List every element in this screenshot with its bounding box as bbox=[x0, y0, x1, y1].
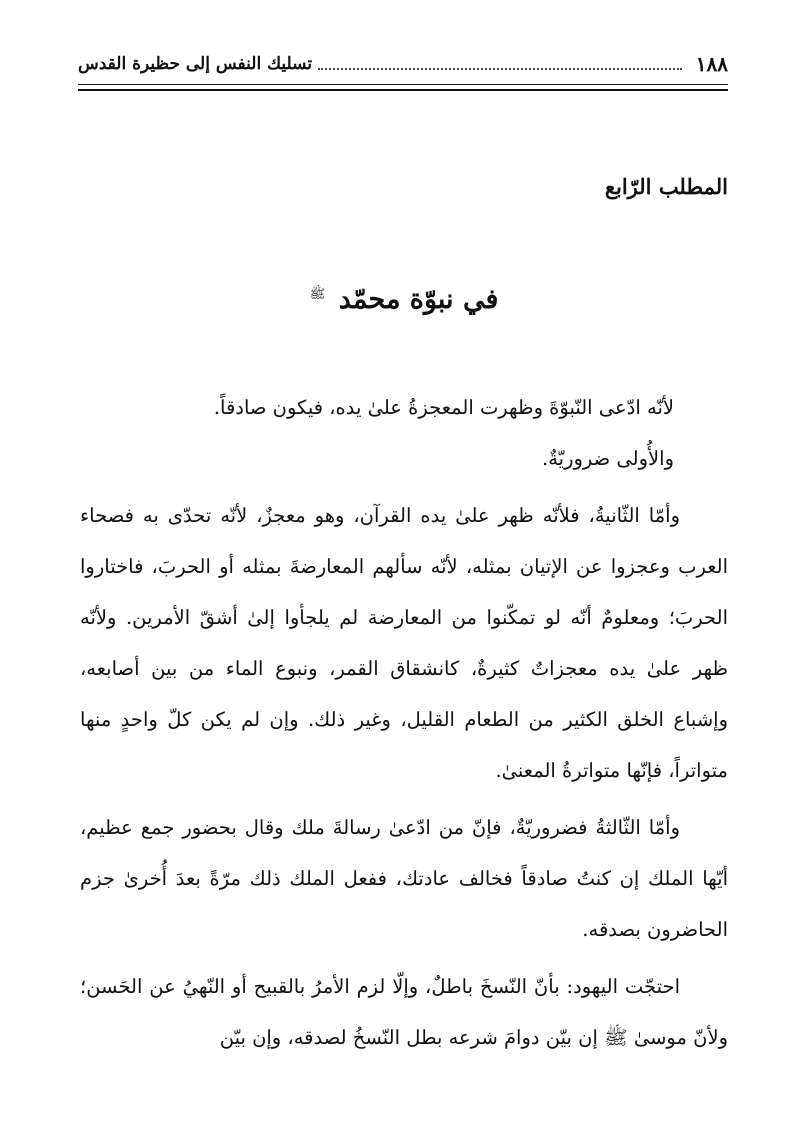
paragraph: وأمّا الثّالثةُ فضروريّةٌ، فإنّ من ادّعىٰ رسالةَ ملك وقال بحضور جمع عظيم، أيّها الملك إن كنتُ صادقاً فخالف عادتك، ففعل الملك ذلك مرّةً بعدَ أُخرىٰ جزم الحاضرون بصدقه. bbox=[80, 816, 728, 941]
page-number: ١٨٨ bbox=[695, 52, 728, 76]
paragraph: احتجّت اليهود: بأنّ النّسخَ باطلٌ، وإلّا لزم الأمرُ بالقبيح أو النّهيُ عن الحَسن؛ ولأنّ موسىٰ ﷺ إن بيّن دوامَ شرعه بطل النّسخُ لصدقه، وإن بيّن bbox=[80, 975, 728, 1049]
paragraph: وأمّا الثّانيةُ، فلأنّه ظهر علىٰ يده القرآن، وهو معجزٌ، لأنّه تحدّى به فصحاء العرب وعجزوا عن الإتيان بمثله، لأنّه سألهم المعارضةَ بمثله أو الحربَ، فاختاروا الحربَ؛ ومعلومٌ أنّه لو تمكّنوا من المعارضة لم يلجأوا إلىٰ أشقّ الأمرين. ولأنّه ظهر علىٰ يده معجزاتٌ كثيرةٌ، كانشقاق القمر، ونبوع الماء من بين أصابعه، وإشباع الخلق الكثير من الطعام القليل، وغير ذلك. وإن لم يكن كلّ واحدٍ منها متواتراً، فإنّها متواترةُ المعنىٰ. bbox=[80, 504, 728, 782]
book-title: تسليك النفس إلى حظيرة القدس bbox=[78, 54, 313, 74]
paragraph: والأُولى ضروريّةٌ. bbox=[542, 447, 674, 470]
honorific-glyph: ﷺ bbox=[309, 287, 326, 302]
body-text bbox=[80, 382, 728, 1063]
running-header bbox=[78, 36, 728, 76]
chapter-title-text: في نبوّة محمّد bbox=[338, 284, 499, 315]
header-dot-leader bbox=[318, 50, 682, 70]
paragraph: لأنّه ادّعى النّبوّةَ وظهرت المعجزةُ علىٰ يده، فيكون صادقاً. bbox=[213, 396, 674, 419]
header-rule-thin bbox=[78, 84, 728, 85]
chapter-title bbox=[0, 284, 808, 315]
section-label: المطلب الرّابع bbox=[604, 174, 728, 199]
header-rule-thick bbox=[78, 89, 728, 91]
